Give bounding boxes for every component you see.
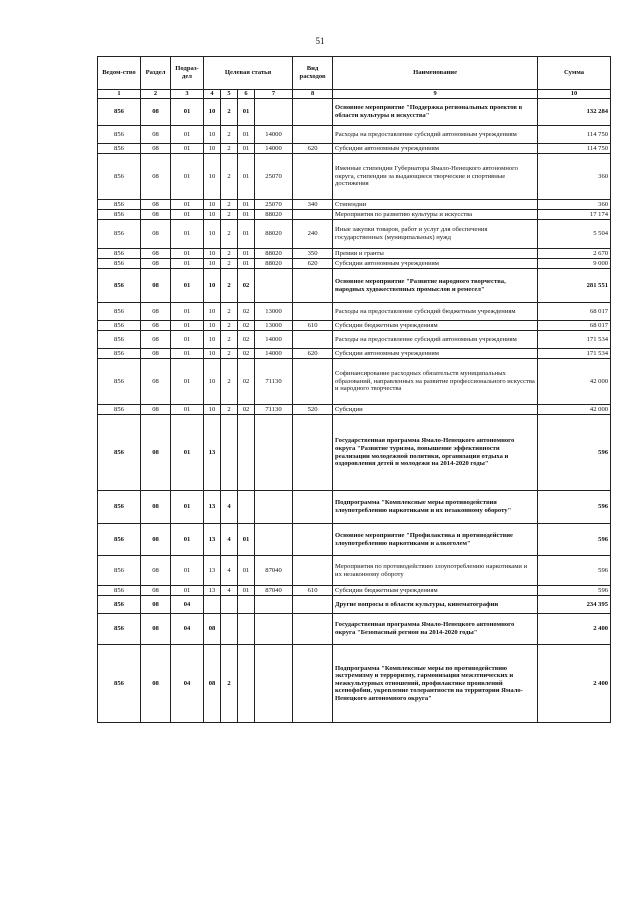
cell-razdel: 08 <box>141 303 171 321</box>
cell-naimenovanie: Субсидии <box>333 405 538 415</box>
cell-program: 10 <box>204 259 221 269</box>
cell-subprogram: 2 <box>221 144 238 154</box>
cell-event: 02 <box>238 349 255 359</box>
cell-vedomstvo: 856 <box>98 144 141 154</box>
table-row <box>98 154 611 200</box>
cell-vedomstvo: 856 <box>98 596 141 614</box>
cell-summa: 360 <box>538 200 611 210</box>
column-number: 4 <box>204 90 221 99</box>
cell-podrazdel: 01 <box>171 210 204 220</box>
column-number-row <box>98 90 611 99</box>
cell-vid-raskhodov <box>293 269 333 303</box>
cell-direction: 14000 <box>255 349 293 359</box>
cell-program: 10 <box>204 154 221 200</box>
cell-naimenovanie: Подпрограмма "Комплексные меры по противодействию экстремизму и терроризму, гармонизация межэтнических и межкультурных отношений, профилактике проявлений ксенофобии, укрепление толерантности на территории Ямало-Ненецкого автономного округа" <box>333 645 538 723</box>
cell-direction: 87040 <box>255 556 293 586</box>
cell-razdel: 08 <box>141 126 171 144</box>
header-podrazdel: Подраз-дел <box>171 57 204 90</box>
header-razdel: Раздел <box>141 57 171 90</box>
cell-subprogram: 4 <box>221 556 238 586</box>
header-tselevaya-statya: Целевая статья <box>204 57 293 90</box>
cell-vedomstvo: 856 <box>98 415 141 491</box>
cell-podrazdel: 01 <box>171 200 204 210</box>
table-row <box>98 303 611 321</box>
header-vedomstvo: Ведом-ство <box>98 57 141 90</box>
table-row <box>98 259 611 269</box>
cell-summa: 42 000 <box>538 405 611 415</box>
cell-vid-raskhodov: 620 <box>293 259 333 269</box>
cell-event: 02 <box>238 303 255 321</box>
cell-summa: 114 750 <box>538 126 611 144</box>
cell-podrazdel: 01 <box>171 586 204 596</box>
cell-subprogram: 2 <box>221 249 238 259</box>
cell-direction: 88020 <box>255 210 293 220</box>
cell-podrazdel: 01 <box>171 415 204 491</box>
cell-subprogram: 2 <box>221 405 238 415</box>
cell-direction: 88020 <box>255 249 293 259</box>
cell-vedomstvo: 856 <box>98 349 141 359</box>
cell-summa: 5 504 <box>538 220 611 249</box>
cell-razdel: 08 <box>141 405 171 415</box>
cell-podrazdel: 01 <box>171 556 204 586</box>
cell-podrazdel: 04 <box>171 614 204 645</box>
table-row <box>98 415 611 491</box>
cell-subprogram: 4 <box>221 524 238 556</box>
table-row <box>98 210 611 220</box>
cell-vid-raskhodov <box>293 596 333 614</box>
cell-vedomstvo: 856 <box>98 249 141 259</box>
cell-direction: 13000 <box>255 303 293 321</box>
cell-podrazdel: 01 <box>171 491 204 524</box>
column-number: 7 <box>255 90 293 99</box>
cell-vid-raskhodov: 620 <box>293 349 333 359</box>
cell-direction <box>255 645 293 723</box>
cell-direction <box>255 269 293 303</box>
cell-direction: 25070 <box>255 154 293 200</box>
cell-naimenovanie: Премии и гранты <box>333 249 538 259</box>
cell-vedomstvo: 856 <box>98 491 141 524</box>
cell-summa: 596 <box>538 556 611 586</box>
cell-event: 01 <box>238 220 255 249</box>
table-row <box>98 556 611 586</box>
cell-naimenovanie: Другие вопросы в области культуры, кинематографии <box>333 596 538 614</box>
cell-naimenovanie: Государственная программа Ямало-Ненецкого автономного округа "Развитие туризма, повышение эффективности реализации молодежной политики, организация отдыха и оздоровления детей и молодежи на 2014-2020 годы" <box>333 415 538 491</box>
table-row <box>98 321 611 331</box>
cell-program: 13 <box>204 556 221 586</box>
cell-razdel: 08 <box>141 556 171 586</box>
cell-subprogram: 2 <box>221 359 238 405</box>
cell-vedomstvo: 856 <box>98 210 141 220</box>
cell-summa: 596 <box>538 586 611 596</box>
table-row <box>98 586 611 596</box>
cell-direction <box>255 99 293 126</box>
cell-vid-raskhodov: 610 <box>293 586 333 596</box>
cell-naimenovanie: Мероприятия по противодействию злоупотреблению наркотиками и их незаконному обороту <box>333 556 538 586</box>
cell-vedomstvo: 856 <box>98 126 141 144</box>
table-row <box>98 614 611 645</box>
cell-subprogram: 2 <box>221 259 238 269</box>
cell-razdel: 08 <box>141 99 171 126</box>
cell-subprogram: 4 <box>221 491 238 524</box>
cell-razdel: 08 <box>141 220 171 249</box>
cell-event <box>238 415 255 491</box>
cell-naimenovanie: Именные стипендии Губернатора Ямало-Ненецкого автономного округа, стипендии за выдающиеся творческие и спортивные достижения <box>333 154 538 200</box>
cell-program: 10 <box>204 321 221 331</box>
cell-vedomstvo: 856 <box>98 269 141 303</box>
cell-program: 10 <box>204 303 221 321</box>
cell-summa: 114 750 <box>538 144 611 154</box>
cell-program <box>204 596 221 614</box>
cell-podrazdel: 01 <box>171 321 204 331</box>
cell-vedomstvo: 856 <box>98 405 141 415</box>
cell-vid-raskhodov <box>293 154 333 200</box>
cell-razdel: 08 <box>141 524 171 556</box>
cell-summa: 9 000 <box>538 259 611 269</box>
cell-vid-raskhodov <box>293 99 333 126</box>
column-number: 5 <box>221 90 238 99</box>
column-number: 9 <box>333 90 538 99</box>
column-number: 8 <box>293 90 333 99</box>
cell-razdel: 08 <box>141 614 171 645</box>
budget-table <box>97 56 611 723</box>
cell-event: 02 <box>238 359 255 405</box>
cell-summa: 596 <box>538 415 611 491</box>
cell-naimenovanie: Субсидии автономным учреждениям <box>333 259 538 269</box>
cell-program: 08 <box>204 645 221 723</box>
table-row <box>98 524 611 556</box>
cell-vedomstvo: 856 <box>98 321 141 331</box>
cell-subprogram: 2 <box>221 210 238 220</box>
cell-naimenovanie: Расходы на предоставление субсидий автономным учреждениям <box>333 331 538 349</box>
cell-summa: 171 534 <box>538 349 611 359</box>
cell-vid-raskhodov <box>293 614 333 645</box>
cell-summa: 68 017 <box>538 321 611 331</box>
cell-vedomstvo: 856 <box>98 359 141 405</box>
cell-razdel: 08 <box>141 200 171 210</box>
cell-program: 10 <box>204 200 221 210</box>
table-row <box>98 144 611 154</box>
cell-summa: 42 000 <box>538 359 611 405</box>
cell-naimenovanie: Расходы на предоставление субсидий бюджетным учреждениям <box>333 303 538 321</box>
cell-program: 08 <box>204 614 221 645</box>
cell-subprogram: 2 <box>221 321 238 331</box>
cell-vid-raskhodov <box>293 303 333 321</box>
table-row <box>98 645 611 723</box>
cell-podrazdel: 01 <box>171 303 204 321</box>
cell-event: 01 <box>238 556 255 586</box>
cell-vid-raskhodov: 610 <box>293 321 333 331</box>
cell-vid-raskhodov: 350 <box>293 249 333 259</box>
cell-podrazdel: 01 <box>171 269 204 303</box>
cell-razdel: 08 <box>141 321 171 331</box>
cell-razdel: 08 <box>141 491 171 524</box>
cell-razdel: 08 <box>141 359 171 405</box>
cell-direction: 88020 <box>255 259 293 269</box>
table-row <box>98 596 611 614</box>
cell-razdel: 08 <box>141 586 171 596</box>
cell-summa: 17 174 <box>538 210 611 220</box>
cell-direction <box>255 524 293 556</box>
cell-vid-raskhodov <box>293 524 333 556</box>
cell-vid-raskhodov <box>293 491 333 524</box>
cell-vid-raskhodov <box>293 645 333 723</box>
cell-podrazdel: 01 <box>171 126 204 144</box>
cell-summa: 2 400 <box>538 614 611 645</box>
cell-vid-raskhodov <box>293 331 333 349</box>
cell-vid-raskhodov <box>293 210 333 220</box>
cell-direction: 25070 <box>255 200 293 210</box>
cell-vedomstvo: 856 <box>98 586 141 596</box>
cell-razdel: 08 <box>141 269 171 303</box>
header-naimenovanie: Наименование <box>333 57 538 90</box>
cell-event: 01 <box>238 249 255 259</box>
cell-subprogram: 2 <box>221 269 238 303</box>
table-row <box>98 99 611 126</box>
cell-podrazdel: 01 <box>171 249 204 259</box>
cell-vedomstvo: 856 <box>98 154 141 200</box>
cell-subprogram: 2 <box>221 331 238 349</box>
cell-event: 01 <box>238 154 255 200</box>
header-row <box>98 57 611 90</box>
cell-subprogram: 2 <box>221 645 238 723</box>
cell-podrazdel: 01 <box>171 144 204 154</box>
cell-event: 02 <box>238 405 255 415</box>
cell-program: 13 <box>204 491 221 524</box>
cell-program: 10 <box>204 269 221 303</box>
cell-summa: 596 <box>538 524 611 556</box>
cell-podrazdel: 01 <box>171 331 204 349</box>
cell-event: 01 <box>238 259 255 269</box>
cell-event: 02 <box>238 269 255 303</box>
cell-event <box>238 614 255 645</box>
cell-razdel: 08 <box>141 596 171 614</box>
cell-program: 10 <box>204 210 221 220</box>
cell-vid-raskhodov <box>293 556 333 586</box>
cell-event <box>238 596 255 614</box>
cell-program: 10 <box>204 405 221 415</box>
cell-naimenovanie: Мероприятия по развитию культуры и искусства <box>333 210 538 220</box>
cell-event <box>238 491 255 524</box>
cell-razdel: 08 <box>141 144 171 154</box>
cell-subprogram: 4 <box>221 586 238 596</box>
cell-vid-raskhodov: 240 <box>293 220 333 249</box>
cell-vid-raskhodov: 340 <box>293 200 333 210</box>
cell-summa: 2 670 <box>538 249 611 259</box>
cell-direction <box>255 491 293 524</box>
cell-vid-raskhodov: 620 <box>293 144 333 154</box>
cell-podrazdel: 04 <box>171 596 204 614</box>
cell-naimenovanie: Софинансирование расходных обязательств муниципальных образований, направленных на развитие профессионального искусства и народного творчества <box>333 359 538 405</box>
cell-naimenovanie: Подпрограмма "Комплексные меры противодействия злоупотреблению наркотиками и их незаконному обороту" <box>333 491 538 524</box>
column-number: 2 <box>141 90 171 99</box>
cell-event: 02 <box>238 331 255 349</box>
cell-vedomstvo: 856 <box>98 200 141 210</box>
cell-razdel: 08 <box>141 210 171 220</box>
cell-subprogram: 2 <box>221 154 238 200</box>
table-row <box>98 491 611 524</box>
cell-razdel: 08 <box>141 249 171 259</box>
cell-vid-raskhodov <box>293 359 333 405</box>
cell-razdel: 08 <box>141 415 171 491</box>
cell-podrazdel: 01 <box>171 259 204 269</box>
cell-direction: 88020 <box>255 220 293 249</box>
table-body <box>98 99 611 723</box>
table-row <box>98 331 611 349</box>
cell-naimenovanie: Основное мероприятие "Профилактика и противодействие злоупотреблению наркотиками и алкоголем" <box>333 524 538 556</box>
cell-subprogram: 2 <box>221 200 238 210</box>
cell-subprogram <box>221 614 238 645</box>
table-row <box>98 126 611 144</box>
cell-event: 01 <box>238 200 255 210</box>
cell-direction: 87040 <box>255 586 293 596</box>
cell-vedomstvo: 856 <box>98 303 141 321</box>
cell-podrazdel: 01 <box>171 154 204 200</box>
cell-direction: 14000 <box>255 331 293 349</box>
column-number: 1 <box>98 90 141 99</box>
cell-event: 01 <box>238 144 255 154</box>
cell-summa: 2 400 <box>538 645 611 723</box>
cell-program: 10 <box>204 220 221 249</box>
cell-subprogram: 2 <box>221 220 238 249</box>
cell-event: 01 <box>238 99 255 126</box>
cell-program: 13 <box>204 524 221 556</box>
cell-subprogram <box>221 596 238 614</box>
cell-direction <box>255 415 293 491</box>
cell-event <box>238 645 255 723</box>
cell-vid-raskhodov <box>293 126 333 144</box>
table-row <box>98 405 611 415</box>
table-row <box>98 220 611 249</box>
cell-event: 01 <box>238 126 255 144</box>
cell-naimenovanie: Основное мероприятие "Развитие народного творчества, народных художественных промыслов и ремесел" <box>333 269 538 303</box>
header-vid-raskhodov: Вид расходов <box>293 57 333 90</box>
cell-podrazdel: 01 <box>171 220 204 249</box>
cell-program: 10 <box>204 249 221 259</box>
cell-vid-raskhodov: 520 <box>293 405 333 415</box>
cell-subprogram: 2 <box>221 126 238 144</box>
cell-vedomstvo: 856 <box>98 259 141 269</box>
cell-subprogram <box>221 415 238 491</box>
cell-program: 13 <box>204 415 221 491</box>
cell-razdel: 08 <box>141 259 171 269</box>
cell-naimenovanie: Субсидии автономным учреждениям <box>333 349 538 359</box>
cell-naimenovanie: Субсидии бюджетным учреждениям <box>333 321 538 331</box>
cell-podrazdel: 01 <box>171 359 204 405</box>
cell-vedomstvo: 856 <box>98 556 141 586</box>
cell-vedomstvo: 856 <box>98 331 141 349</box>
cell-program: 13 <box>204 586 221 596</box>
cell-program: 10 <box>204 349 221 359</box>
cell-razdel: 08 <box>141 331 171 349</box>
cell-direction: 14000 <box>255 144 293 154</box>
cell-event: 01 <box>238 524 255 556</box>
column-number: 3 <box>171 90 204 99</box>
cell-direction <box>255 614 293 645</box>
cell-podrazdel: 01 <box>171 524 204 556</box>
table-row <box>98 200 611 210</box>
cell-direction: 71130 <box>255 405 293 415</box>
cell-event: 01 <box>238 210 255 220</box>
cell-summa: 68 017 <box>538 303 611 321</box>
cell-program: 10 <box>204 331 221 349</box>
cell-podrazdel: 01 <box>171 349 204 359</box>
cell-program: 10 <box>204 144 221 154</box>
cell-razdel: 08 <box>141 349 171 359</box>
cell-summa: 281 551 <box>538 269 611 303</box>
cell-podrazdel: 01 <box>171 99 204 126</box>
cell-naimenovanie: Субсидии автономным учреждениям <box>333 144 538 154</box>
cell-vedomstvo: 856 <box>98 220 141 249</box>
cell-vedomstvo: 856 <box>98 645 141 723</box>
cell-subprogram: 2 <box>221 303 238 321</box>
cell-naimenovanie: Иные закупки товаров, работ и услуг для обеспечения государственных (муниципальных) нужд <box>333 220 538 249</box>
cell-program: 10 <box>204 126 221 144</box>
cell-vedomstvo: 856 <box>98 614 141 645</box>
cell-event: 01 <box>238 586 255 596</box>
cell-naimenovanie: Субсидии бюджетным учреждениям <box>333 586 538 596</box>
cell-subprogram: 2 <box>221 349 238 359</box>
cell-naimenovanie: Основное мероприятие "Поддержка региональных проектов в области культуры и искусства" <box>333 99 538 126</box>
cell-program: 10 <box>204 359 221 405</box>
cell-subprogram: 2 <box>221 99 238 126</box>
cell-summa: 132 284 <box>538 99 611 126</box>
table-row <box>98 249 611 259</box>
table-row <box>98 269 611 303</box>
table-row <box>98 359 611 405</box>
cell-event: 02 <box>238 321 255 331</box>
cell-direction: 13000 <box>255 321 293 331</box>
cell-vedomstvo: 856 <box>98 99 141 126</box>
cell-direction: 14000 <box>255 126 293 144</box>
header-summa: Сумма <box>538 57 611 90</box>
cell-vid-raskhodov <box>293 415 333 491</box>
cell-razdel: 08 <box>141 645 171 723</box>
column-number: 6 <box>238 90 255 99</box>
column-number: 10 <box>538 90 611 99</box>
cell-summa: 171 534 <box>538 331 611 349</box>
cell-naimenovanie: Расходы на предоставление субсидий автономным учреждениям <box>333 126 538 144</box>
cell-direction: 71130 <box>255 359 293 405</box>
cell-razdel: 08 <box>141 154 171 200</box>
cell-podrazdel: 01 <box>171 405 204 415</box>
table-row <box>98 349 611 359</box>
cell-direction <box>255 596 293 614</box>
cell-program: 10 <box>204 99 221 126</box>
cell-vedomstvo: 856 <box>98 524 141 556</box>
cell-podrazdel: 04 <box>171 645 204 723</box>
cell-summa: 596 <box>538 491 611 524</box>
cell-summa: 234 395 <box>538 596 611 614</box>
page-number: 51 <box>315 36 325 46</box>
cell-naimenovanie: Государственная программа Ямало-Ненецкого автономного округа "Безопасный регион на 2014-2020 годы" <box>333 614 538 645</box>
cell-summa: 360 <box>538 154 611 200</box>
cell-naimenovanie: Стипендии <box>333 200 538 210</box>
